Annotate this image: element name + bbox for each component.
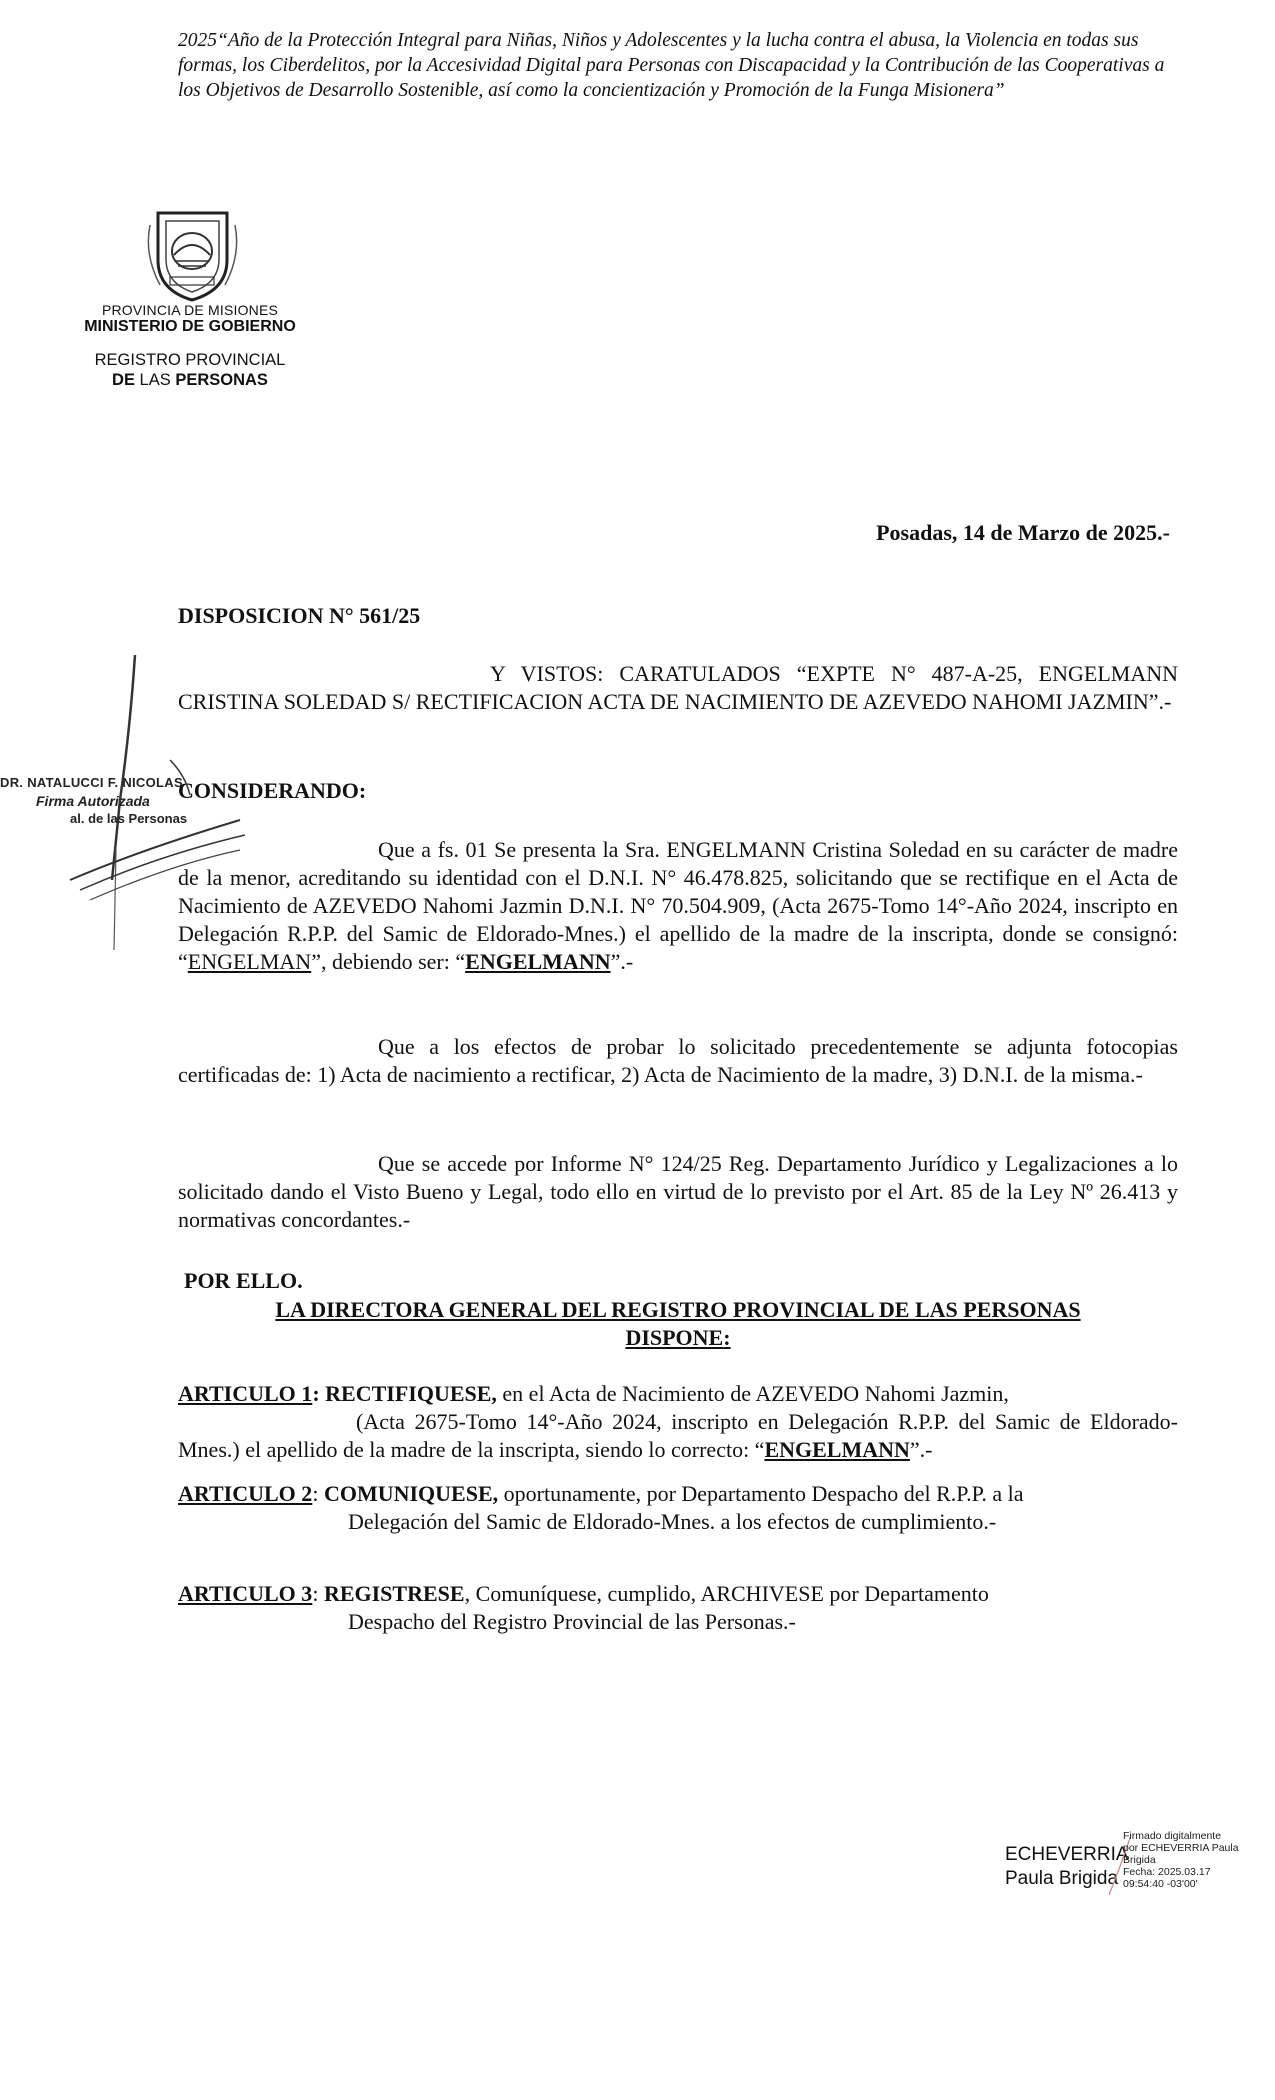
p1-text-c: ”.-	[610, 949, 634, 974]
directora-dispone: DISPONE	[625, 1325, 724, 1350]
logo-provincia: PROVINCIA DE MISIONES	[101, 302, 279, 318]
p1-wrong-surname: ENGELMAN	[187, 949, 312, 974]
authorization-stamp	[0, 775, 190, 826]
art3-verb: REGISTRESE	[323, 1581, 465, 1606]
paragraph-1	[178, 836, 1178, 976]
signature-name1: ECHEVERRIA	[1005, 1844, 1129, 1865]
art2-colon: :	[312, 1481, 319, 1506]
logo-text	[70, 302, 310, 336]
art1-line2: (Acta 2675-Tomo 14°-Año 2024, inscripto en Delegación R.P.P. del Samic de Eldorado-Mnes.) el apellido de la madre de la inscripta, siendo lo correcto: “	[178, 1409, 1178, 1462]
p1-text-a: Que a fs. 01 Se presenta la Sra. ENGELMANN Cristina Soledad en su carácter de madre de la menor, acreditando su identidad con el D.N.I. N° 46.478.825, solicitando que se rectifique en el Acta de Nacimiento de AZEVEDO Nahomi Jazmin D.N.I. N° 70.504.909, (Acta 2675-Tomo 14°-Año 2024, inscripto en Delegación R.P.P. del Samic de Eldorado-Mnes.) el apellido de la madre de la inscripta, donde se consignó: “	[178, 837, 1178, 974]
art3-colon: :	[312, 1581, 319, 1606]
art2-line1: oportunamente, por Departamento Despacho del R.P.P. a la	[498, 1481, 1024, 1506]
art2-line2: Delegación del Samic de Eldorado-Mnes. a los efectos de cumplimiento.-	[348, 1509, 997, 1534]
art2-label: ARTICULO 2	[178, 1481, 313, 1506]
art1-verb: RECTIFIQUESE,	[325, 1381, 497, 1406]
logo-registro-de: DE	[112, 371, 135, 389]
logo-registro	[80, 350, 300, 390]
directora-heading	[178, 1296, 1178, 1352]
province-seal-icon	[140, 205, 245, 305]
p3-text: Que se accede por Informe N° 124/25 Reg. Departamento Jurídico y Legalizaciones a lo solicitado dando el Visto Bueno y Legal, todo ello en virtud de lo previsto por el Art. 85 de la Ley Nº 26.413 y normativas concordantes.-	[178, 1151, 1178, 1232]
art1-colon: :	[312, 1381, 320, 1406]
vistos-text: Y VISTOS: CARATULADOS “EXPTE N° 487-A-25, ENGELMANN CRISTINA SOLEDAD S/ RECTIFICACION ACTA DE NACIMIENTO DE AZEVEDO NAHOMI JAZMIN”.-	[178, 661, 1178, 714]
stamp-line2: Firma Autorizada	[36, 793, 150, 809]
art1-name: ENGELMANN	[764, 1437, 910, 1462]
signature-meta5: 09:54:40 -03'00'	[1123, 1878, 1198, 1890]
signature-meta2: por ECHEVERRIA Paula	[1123, 1842, 1239, 1854]
directora-colon: :	[723, 1325, 731, 1350]
header-motto: 2025“Año de la Protección Integral para Niñas, Niños y Adolescentes y la lucha contra el abusa, la Violencia en todas sus formas, los Ciberdelitos, por la Accesividad Digital para Personas con Discapacidad y la Contribución de las Cooperativas a los Objetivos de Desarrollo Sostenible, así como la concientización y Promoción de la Funga Misionera”	[178, 30, 1165, 101]
signature-meta	[1123, 1830, 1253, 1890]
p1-text-b: ”, debiendo ser: “	[311, 949, 466, 974]
logo-ministerio: MINISTERIO DE GOBIERNO	[84, 318, 296, 335]
document-date: Posadas, 14 de Marzo de 2025.-	[876, 520, 1170, 545]
art2-verb: COMUNIQUESE,	[323, 1481, 499, 1506]
stamp-line3: al. de las Personas	[70, 811, 188, 826]
articulo-1	[178, 1380, 1178, 1464]
directora-line1: LA DIRECTORA GENERAL DEL REGISTRO PROVINCIAL DE LAS PERSONAS	[275, 1297, 1081, 1322]
vistos-paragraph	[178, 660, 1178, 716]
articulo-2	[178, 1480, 1178, 1536]
art3-line2: Despacho del Registro Provincial de las Personas.-	[348, 1609, 796, 1634]
considerando-heading: CONSIDERANDO:	[178, 778, 367, 803]
art1-line1: en el Acta de Nacimiento de AZEVEDO Nahomi Jazmin,	[496, 1381, 1009, 1406]
articulo-3	[178, 1580, 1178, 1636]
p1-correct-surname: ENGELMANN	[465, 949, 611, 974]
art1-label: ARTICULO 1	[178, 1381, 313, 1406]
digital-signature	[1005, 1830, 1265, 1900]
art1-end: ”.-	[909, 1437, 933, 1462]
stamp-line1: DR. NATALUCCI F. NICOLAS	[0, 775, 183, 790]
logo-registro-personas: PERSONAS	[175, 371, 268, 389]
signature-meta3: Brigida	[1123, 1854, 1156, 1866]
art3-line1: , Comuníquese, cumplido, ARCHIVESE por Departamento	[464, 1581, 989, 1606]
signature-meta4: Fecha: 2025.03.17	[1123, 1866, 1211, 1878]
disposition-title: DISPOSICION N° 561/25	[178, 603, 421, 628]
logo-registro-las: LAS	[134, 371, 176, 389]
logo-registro-line1: REGISTRO PROVINCIAL	[94, 351, 286, 369]
paragraph-2	[178, 1033, 1178, 1089]
art3-label: ARTICULO 3	[178, 1581, 313, 1606]
signature-name2: Paula Brigida	[1005, 1868, 1119, 1889]
p2-text: Que a los efectos de probar lo solicitado precedentemente se adjunta fotocopias certificadas de: 1) Acta de nacimiento a rectificar, 2) Acta de Nacimiento de la madre, 3) D.N.I. de la misma.-	[178, 1034, 1178, 1087]
por-ello: POR ELLO.	[184, 1268, 303, 1293]
signature-meta1: Firmado digitalmente	[1123, 1830, 1222, 1842]
paragraph-3	[178, 1150, 1178, 1234]
